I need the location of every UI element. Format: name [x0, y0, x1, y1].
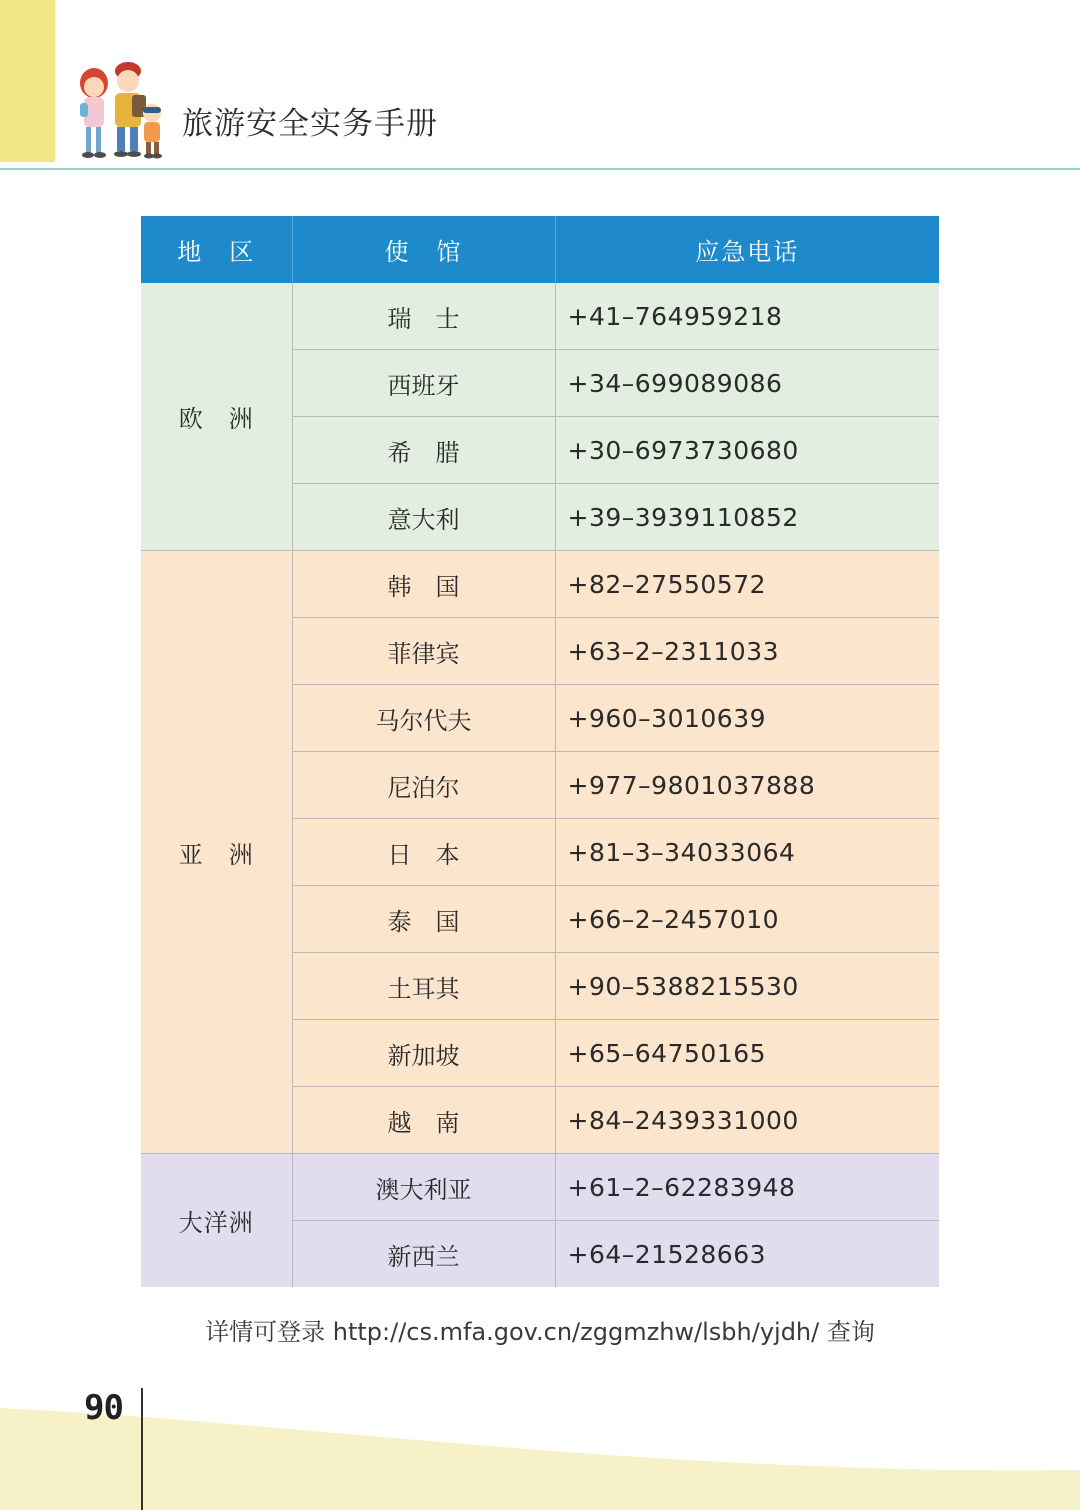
embassy-cell: 瑞 士	[292, 283, 555, 350]
embassy-cell: 马尔代夫	[292, 685, 555, 752]
family-mascot-illustration	[70, 55, 180, 163]
page-number-divider	[141, 1388, 143, 1510]
phone-cell: +90–5388215530	[555, 953, 939, 1020]
embassy-cell: 菲律宾	[292, 618, 555, 685]
embassy-cell: 澳大利亚	[292, 1154, 555, 1221]
embassy-cell: 意大利	[292, 484, 555, 551]
yellow-corner-tab	[0, 0, 55, 162]
embassy-cell: 希 腊	[292, 417, 555, 484]
phone-cell: +63–2–2311033	[555, 618, 939, 685]
phone-cell: +81–3–34033064	[555, 819, 939, 886]
region-cell-asia: 亚 洲	[141, 551, 292, 1154]
table-row	[141, 1154, 939, 1221]
phone-cell: +82–27550572	[555, 551, 939, 618]
phone-cell: +61–2–62283948	[555, 1154, 939, 1221]
phone-cell: +64–21528663	[555, 1221, 939, 1288]
region-cell-europe: 欧 洲	[141, 283, 292, 551]
column-header-region: 地 区	[141, 216, 292, 283]
phone-cell: +65–64750165	[555, 1020, 939, 1087]
phone-cell: +960–3010639	[555, 685, 939, 752]
embassy-cell: 新西兰	[292, 1221, 555, 1288]
book-title: 旅游安全实务手册	[182, 106, 438, 142]
table-row	[141, 283, 939, 350]
footer-wave-decoration	[0, 1380, 1080, 1510]
page-number: 90	[84, 1388, 123, 1428]
phone-cell: +39–3939110852	[555, 484, 939, 551]
header-divider	[0, 168, 1080, 170]
embassy-cell: 韩 国	[292, 551, 555, 618]
footnote-link-text: 详情可登录 http://cs.mfa.gov.cn/zggmzhw/lsbh/yjdh/ 查询	[205, 1318, 875, 1346]
embassy-cell: 尼泊尔	[292, 752, 555, 819]
embassy-cell: 泰 国	[292, 886, 555, 953]
phone-cell: +34–699089086	[555, 350, 939, 417]
embassy-cell: 西班牙	[292, 350, 555, 417]
embassy-table	[141, 216, 939, 1287]
embassy-cell: 新加坡	[292, 1020, 555, 1087]
phone-cell: +977–9801037888	[555, 752, 939, 819]
column-header-embassy: 使 馆	[292, 216, 555, 283]
table-header-row	[141, 216, 939, 283]
embassy-cell: 日 本	[292, 819, 555, 886]
region-cell-oceania: 大洋洲	[141, 1154, 292, 1288]
phone-cell: +30–6973730680	[555, 417, 939, 484]
embassy-cell: 土耳其	[292, 953, 555, 1020]
table-row	[141, 551, 939, 618]
embassy-cell: 越 南	[292, 1087, 555, 1154]
phone-cell: +66–2–2457010	[555, 886, 939, 953]
column-header-emergency-phone: 应急电话	[555, 216, 939, 283]
phone-cell: +84–2439331000	[555, 1087, 939, 1154]
phone-cell: +41–764959218	[555, 283, 939, 350]
